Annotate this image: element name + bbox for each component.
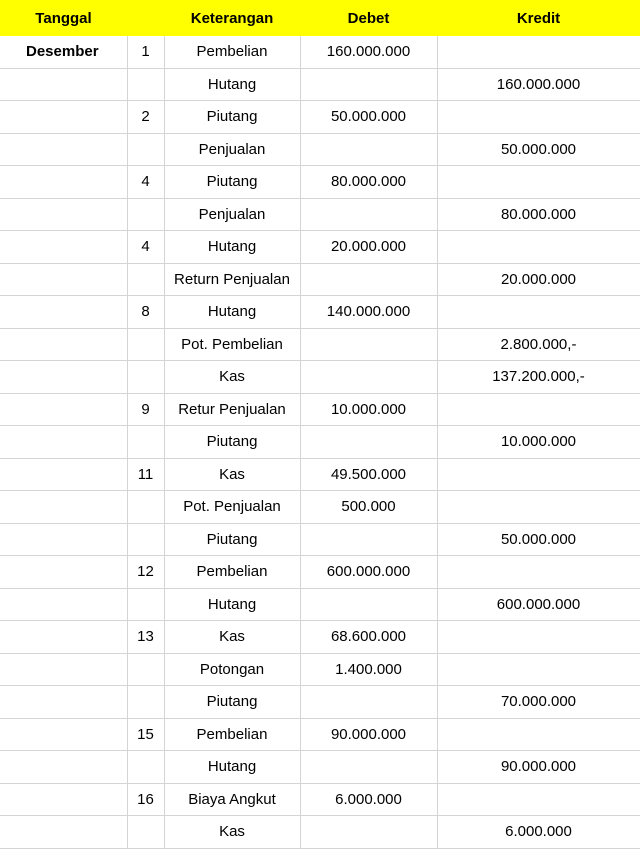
cell-debit[interactable] bbox=[300, 198, 437, 231]
cell-month[interactable] bbox=[0, 653, 127, 686]
header-day bbox=[127, 0, 164, 36]
cell-account[interactable]: Pot. Penjualan bbox=[164, 491, 300, 524]
cell-account[interactable]: Piutang bbox=[164, 686, 300, 719]
cell-month[interactable] bbox=[0, 556, 127, 589]
cell-credit[interactable] bbox=[437, 231, 640, 264]
table-row bbox=[0, 491, 640, 524]
table-row bbox=[0, 556, 640, 589]
table-row bbox=[0, 621, 640, 654]
cell-account[interactable]: Piutang bbox=[164, 101, 300, 134]
table-row bbox=[0, 328, 640, 361]
cell-month[interactable]: Desember bbox=[0, 36, 127, 68]
table-row bbox=[0, 166, 640, 199]
table-row bbox=[0, 68, 640, 101]
cell-credit[interactable] bbox=[437, 621, 640, 654]
cell-day[interactable] bbox=[127, 751, 164, 784]
cell-account[interactable]: Pembelian bbox=[164, 556, 300, 589]
cell-credit[interactable] bbox=[437, 718, 640, 751]
cell-debit[interactable] bbox=[300, 686, 437, 719]
cell-debit[interactable] bbox=[300, 588, 437, 621]
cell-account[interactable]: Hutang bbox=[164, 588, 300, 621]
cell-month[interactable] bbox=[0, 361, 127, 394]
table-row bbox=[0, 231, 640, 264]
table-row bbox=[0, 198, 640, 231]
cell-account[interactable]: Kas bbox=[164, 458, 300, 491]
cell-debit[interactable]: 68.600.000 bbox=[300, 621, 437, 654]
cell-credit[interactable]: 50.000.000 bbox=[437, 133, 640, 166]
cell-credit[interactable]: 80.000.000 bbox=[437, 198, 640, 231]
table-row bbox=[0, 686, 640, 719]
cell-month[interactable] bbox=[0, 751, 127, 784]
cell-month[interactable] bbox=[0, 101, 127, 134]
cell-debit[interactable]: 500.000 bbox=[300, 491, 437, 524]
cell-debit[interactable] bbox=[300, 751, 437, 784]
cell-day[interactable]: 16 bbox=[127, 783, 164, 816]
cell-day[interactable] bbox=[127, 491, 164, 524]
cell-credit[interactable] bbox=[437, 393, 640, 426]
cell-debit[interactable]: 49.500.000 bbox=[300, 458, 437, 491]
cell-credit[interactable] bbox=[437, 491, 640, 524]
cell-debit[interactable]: 6.000.000 bbox=[300, 783, 437, 816]
cell-day[interactable] bbox=[127, 198, 164, 231]
cell-credit[interactable]: 2.800.000,- bbox=[437, 328, 640, 361]
cell-month[interactable] bbox=[0, 68, 127, 101]
cell-day[interactable] bbox=[127, 328, 164, 361]
cell-account[interactable]: Pembelian bbox=[164, 718, 300, 751]
cell-account[interactable]: Potongan bbox=[164, 653, 300, 686]
cell-credit[interactable] bbox=[437, 783, 640, 816]
cell-account[interactable]: Biaya Angkut bbox=[164, 783, 300, 816]
table-row bbox=[0, 361, 640, 394]
cell-month[interactable] bbox=[0, 491, 127, 524]
cell-day[interactable] bbox=[127, 263, 164, 296]
table-row bbox=[0, 263, 640, 296]
cell-month[interactable] bbox=[0, 393, 127, 426]
table-row bbox=[0, 816, 640, 849]
cell-account[interactable]: Pembelian bbox=[164, 36, 300, 68]
cell-debit[interactable]: 600.000.000 bbox=[300, 556, 437, 589]
cell-day[interactable] bbox=[127, 653, 164, 686]
cell-debit[interactable] bbox=[300, 361, 437, 394]
cell-credit[interactable]: 137.200.000,- bbox=[437, 361, 640, 394]
cell-debit[interactable] bbox=[300, 426, 437, 459]
cell-account[interactable]: Kas bbox=[164, 621, 300, 654]
cell-day[interactable] bbox=[127, 68, 164, 101]
cell-day[interactable] bbox=[127, 426, 164, 459]
cell-account[interactable]: Piutang bbox=[164, 426, 300, 459]
cell-debit[interactable] bbox=[300, 263, 437, 296]
cell-credit[interactable]: 6.000.000 bbox=[437, 816, 640, 849]
cell-credit[interactable] bbox=[437, 296, 640, 329]
cell-month[interactable] bbox=[0, 296, 127, 329]
cell-day[interactable] bbox=[127, 361, 164, 394]
cell-credit[interactable] bbox=[437, 653, 640, 686]
cell-debit[interactable]: 160.000.000 bbox=[300, 36, 437, 68]
cell-debit[interactable]: 80.000.000 bbox=[300, 166, 437, 199]
cell-day[interactable]: 11 bbox=[127, 458, 164, 491]
cell-day[interactable]: 4 bbox=[127, 166, 164, 199]
cell-month[interactable] bbox=[0, 426, 127, 459]
cell-day[interactable]: 8 bbox=[127, 296, 164, 329]
cell-debit[interactable] bbox=[300, 68, 437, 101]
cell-credit[interactable]: 160.000.000 bbox=[437, 68, 640, 101]
table-row bbox=[0, 36, 640, 68]
cell-month[interactable] bbox=[0, 133, 127, 166]
cell-credit[interactable] bbox=[437, 101, 640, 134]
cell-debit[interactable] bbox=[300, 523, 437, 556]
cell-account[interactable]: Penjualan bbox=[164, 133, 300, 166]
cell-account[interactable]: Piutang bbox=[164, 523, 300, 556]
cell-day[interactable]: 12 bbox=[127, 556, 164, 589]
cell-credit[interactable] bbox=[437, 556, 640, 589]
cell-credit[interactable]: 90.000.000 bbox=[437, 751, 640, 784]
cell-day[interactable]: 2 bbox=[127, 101, 164, 134]
cell-day[interactable]: 4 bbox=[127, 231, 164, 264]
table-row bbox=[0, 426, 640, 459]
cell-debit[interactable]: 20.000.000 bbox=[300, 231, 437, 264]
table-row bbox=[0, 523, 640, 556]
cell-account[interactable]: Hutang bbox=[164, 296, 300, 329]
header-date: Tanggal bbox=[0, 0, 127, 36]
table-row bbox=[0, 783, 640, 816]
cell-credit[interactable] bbox=[437, 36, 640, 68]
cell-month[interactable] bbox=[0, 621, 127, 654]
table-row bbox=[0, 133, 640, 166]
cell-account[interactable]: Retur Penjualan bbox=[164, 393, 300, 426]
cell-month[interactable] bbox=[0, 458, 127, 491]
table-row bbox=[0, 718, 640, 751]
cell-month[interactable] bbox=[0, 328, 127, 361]
cell-credit[interactable]: 10.000.000 bbox=[437, 426, 640, 459]
cell-month[interactable] bbox=[0, 588, 127, 621]
table-row bbox=[0, 653, 640, 686]
table-row bbox=[0, 458, 640, 491]
cell-debit[interactable]: 50.000.000 bbox=[300, 101, 437, 134]
header-row bbox=[0, 0, 640, 36]
table-row bbox=[0, 751, 640, 784]
table-row bbox=[0, 588, 640, 621]
cell-month[interactable] bbox=[0, 231, 127, 264]
cell-day[interactable]: 9 bbox=[127, 393, 164, 426]
cell-month[interactable] bbox=[0, 718, 127, 751]
cell-day[interactable]: 15 bbox=[127, 718, 164, 751]
cell-day[interactable] bbox=[127, 686, 164, 719]
cell-month[interactable] bbox=[0, 263, 127, 296]
cell-month[interactable] bbox=[0, 523, 127, 556]
cell-credit[interactable]: 600.000.000 bbox=[437, 588, 640, 621]
cell-credit[interactable]: 50.000.000 bbox=[437, 523, 640, 556]
cell-month[interactable] bbox=[0, 686, 127, 719]
table-row bbox=[0, 393, 640, 426]
cell-day[interactable] bbox=[127, 523, 164, 556]
cell-account[interactable]: Piutang bbox=[164, 166, 300, 199]
cell-day[interactable]: 1 bbox=[127, 36, 164, 68]
table-row bbox=[0, 101, 640, 134]
header-debit: Debet bbox=[300, 0, 437, 36]
cell-account[interactable]: Pot. Pembelian bbox=[164, 328, 300, 361]
cell-day[interactable]: 13 bbox=[127, 621, 164, 654]
header-credit: Kredit bbox=[437, 0, 640, 36]
cell-month[interactable] bbox=[0, 166, 127, 199]
cell-account[interactable]: Hutang bbox=[164, 231, 300, 264]
cell-month[interactable] bbox=[0, 783, 127, 816]
cell-debit[interactable] bbox=[300, 816, 437, 849]
cell-debit[interactable] bbox=[300, 328, 437, 361]
header-description: Keterangan bbox=[164, 0, 300, 36]
cell-day[interactable] bbox=[127, 588, 164, 621]
cell-account[interactable]: Hutang bbox=[164, 68, 300, 101]
cell-account[interactable]: Kas bbox=[164, 361, 300, 394]
table-row bbox=[0, 296, 640, 329]
cell-debit[interactable] bbox=[300, 133, 437, 166]
journal-body bbox=[0, 36, 640, 848]
cell-account[interactable]: Kas bbox=[164, 816, 300, 849]
cell-account[interactable]: Penjualan bbox=[164, 198, 300, 231]
cell-credit[interactable]: 20.000.000 bbox=[437, 263, 640, 296]
cell-debit[interactable]: 90.000.000 bbox=[300, 718, 437, 751]
cell-credit[interactable]: 70.000.000 bbox=[437, 686, 640, 719]
cell-credit[interactable] bbox=[437, 458, 640, 491]
cell-debit[interactable]: 140.000.000 bbox=[300, 296, 437, 329]
cell-account[interactable]: Hutang bbox=[164, 751, 300, 784]
cell-month[interactable] bbox=[0, 198, 127, 231]
cell-account[interactable]: Return Penjualan bbox=[164, 263, 300, 296]
cell-day[interactable] bbox=[127, 816, 164, 849]
cell-debit[interactable]: 1.400.000 bbox=[300, 653, 437, 686]
cell-day[interactable] bbox=[127, 133, 164, 166]
cell-credit[interactable] bbox=[437, 166, 640, 199]
cell-debit[interactable]: 10.000.000 bbox=[300, 393, 437, 426]
cell-month[interactable] bbox=[0, 816, 127, 849]
